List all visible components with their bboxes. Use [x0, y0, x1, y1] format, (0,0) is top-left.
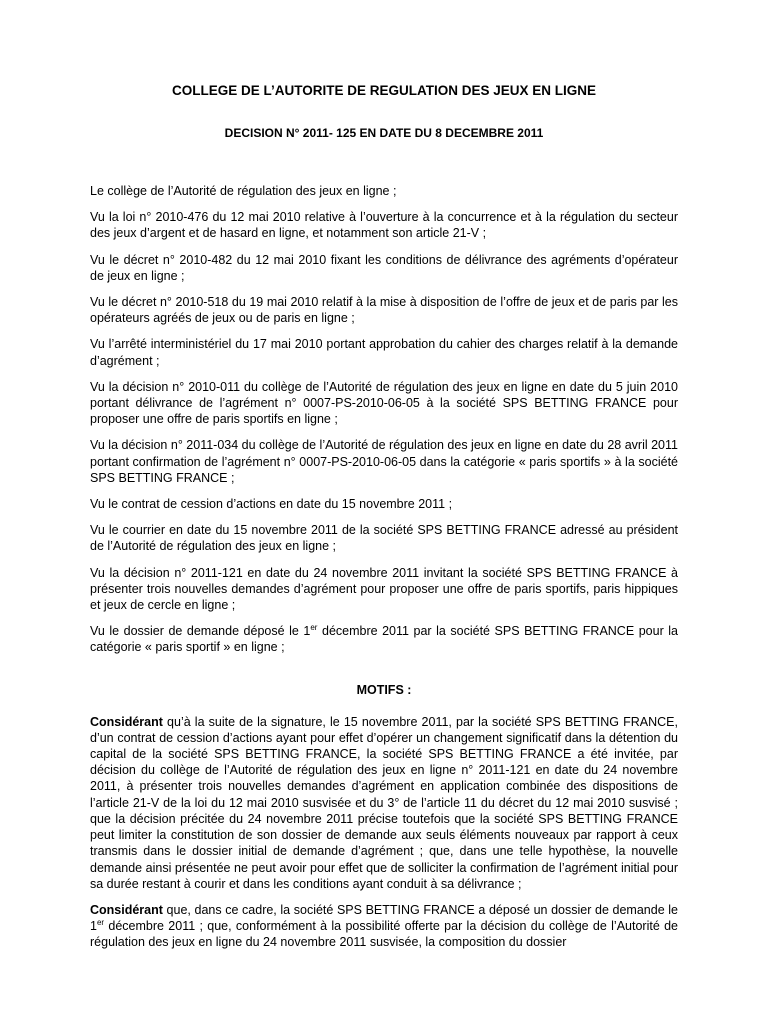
document-subtitle: DECISION N° 2011- 125 EN DATE DU 8 DECEMBRE 2011: [224, 126, 544, 140]
visa-paragraph-2: Vu le décret n° 2010-482 du 12 mai 2010 fixant les conditions de délivrance des agréments d’opérateur de jeux en ligne ;: [90, 252, 678, 283]
visa-paragraph-4: Vu l’arrêté interministériel du 17 mai 2010 portant approbation du cahier des charges relatif à la demande d’agrément ;: [90, 337, 678, 368]
ordinal-superscript: er: [96, 917, 105, 927]
preamble-paragraph: Le collège de l’Autorité de régulation des jeux en ligne ;: [90, 184, 397, 198]
considerant-text-before: que, dans ce cadre, la société SPS BETTING FRANCE a déposé un dossier de demande le 1: [90, 902, 678, 934]
visa-paragraph-9: Vu la décision n° 2011-121 en date du 24 novembre 2011 invitant la société SPS BETTING FRANCE à présenter trois nouvelles demandes d’agrément pour proposer une offre de paris sportifs, paris hippiques et jeux de cercle en ligne ;: [90, 565, 678, 613]
visa-paragraph-10: [90, 623, 678, 655]
document-title: COLLEGE DE L’AUTORITE DE REGULATION DES JEUX EN LIGNE: [171, 83, 597, 98]
visa-paragraph-6: Vu la décision n° 2011-034 du collège de l’Autorité de régulation des jeux en ligne en date du 28 avril 2011 portant confirmation de l’agrément n° 0007-PS-2010-06-05 dans la catégorie « paris sportifs » à la société SPS BETTING FRANCE ;: [90, 438, 678, 485]
considerant-lead: Considérant: [90, 902, 163, 917]
visa-paragraph-8: Vu le courrier en date du 15 novembre 2011 de la société SPS BETTING FRANCE adressé au président de l’Autorité de régulation des jeux en ligne ;: [90, 523, 678, 554]
visa-paragraph-7: Vu le contrat de cession d’actions en date du 15 novembre 2011 ;: [90, 497, 453, 512]
considerant-text-after: décembre 2011 ; que, conformément à la possibilité offerte par la décision du collège de l’Autorité de régulation des jeux en ligne du 24 novembre 2011 susvisée, la composition du dossier: [90, 919, 678, 950]
considerant-text: qu’à la suite de la signature, le 15 novembre 2011, par la société SPS BETTING FRANCE, d’un contrat de cession d’actions ayant pour effet d’opérer un changement significatif dans la détention du capital de la société SPS BETTING FRANCE, la société SPS BETTING FRANCE a été invitée, par décision du collège de l’Autorité de régulation des jeux en ligne n° 2011-121 en date du 24 novembre 2011, à présenter trois nouvelles demandes d’agrément en application combinée des dispositions de l’article 21-V de la loi du 12 mai 2010 susvisée et du 3° de l’article 11 du décret du 12 mai 2010 susvisé ; que la décision précitée du 24 novembre 2011 précise toutefois que la société SPS BETTING FRANCE peut limiter la constitution de son dossier de demande aux seuls éléments nouveaux par rapport à ceux transmis dans le dossier initial de demande d’agrément ; que, dans une telle hypothèse, la nouvelle demande ainsi présentée ne peut avoir pour effet que de solliciter la confirmation de l’agrément initial pour sa durée restant à courir et dans les conditions ayant conduit à sa délivrance ;: [90, 714, 678, 891]
motifs-heading: MOTIFS :: [356, 682, 412, 697]
considerant-paragraph-2: [90, 902, 678, 951]
visa-paragraph-5: Vu la décision n° 2010-011 du collège de l’Autorité de régulation des jeux en ligne en date du 5 juin 2010 portant délivrance de l’agrément n° 0007-PS-2010-06-05 à la société SPS BETTING FRANCE pour proposer une offre de paris sportifs en ligne ;: [90, 379, 678, 427]
considerant-paragraph-1: [90, 714, 678, 892]
ordinal-superscript: er: [310, 623, 318, 633]
considerant-lead: Considérant: [90, 714, 163, 729]
visa-paragraph-3: Vu le décret n° 2010-518 du 19 mai 2010 relatif à la mise à disposition de l’offre de jeux et de paris par les opérateurs agréés de jeux ou de paris en ligne ;: [90, 295, 678, 326]
visa-paragraph-1: Vu la loi n° 2010-476 du 12 mai 2010 relative à l’ouverture à la concurrence et à la régulation du secteur des jeux d’argent et de hasard en ligne, et notamment son article 21-V ;: [90, 210, 678, 241]
visa-text-after: décembre 2011 par la société SPS BETTING FRANCE pour la catégorie « paris sportif » en ligne ;: [90, 624, 678, 655]
visa-text-before: Vu le dossier de demande déposé le 1: [90, 624, 311, 639]
